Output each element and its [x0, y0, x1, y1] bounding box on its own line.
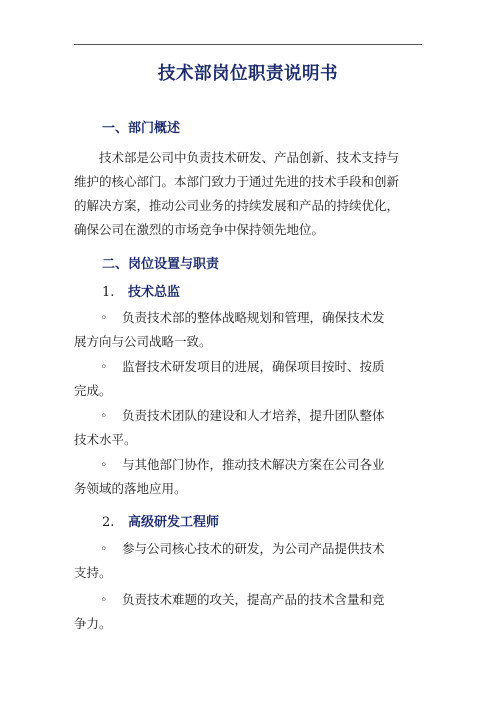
duty-text-continued: 务领域的落地应用。 [74, 481, 187, 496]
role-number: 2. [102, 515, 115, 530]
duty-item [74, 453, 422, 501]
role-name: 技术总监 [128, 285, 181, 300]
duty-text-continued: 支持。 [74, 565, 112, 580]
role-heading-technical-director [102, 284, 180, 302]
duty-text: 监督技术研发项目的进展，确保项目按时、按质 [122, 359, 385, 374]
bullet-icon: ◦ [100, 592, 108, 607]
paragraph-line: 的解决方案，推动公司业务的持续发展和产品的持续优化， [74, 198, 400, 213]
bullet-icon: ◦ [100, 457, 108, 472]
bullet-icon: ◦ [100, 541, 108, 556]
paragraph-line: 确保公司在激烈的市场竞争中保持领先地位。 [74, 222, 325, 237]
role-number: 1. [102, 285, 115, 300]
duty-item [74, 306, 422, 354]
duty-item [74, 537, 422, 585]
header-rule [74, 44, 422, 45]
duty-item [74, 588, 422, 636]
duty-text: 与其他部门协作，推动技术解决方案在公司各业 [122, 457, 385, 472]
duty-item [74, 355, 422, 403]
duty-text: 负责技术难题的攻关，提高产品的技术含量和竞 [122, 592, 385, 607]
overview-paragraph [74, 146, 422, 242]
bullet-icon: ◦ [100, 310, 108, 325]
document-title: 技术部岗位职责说明书 [158, 64, 338, 84]
duty-text-continued: 争力。 [74, 616, 112, 631]
paragraph-line: 维护的核心部门。本部门致力于通过先进的技术手段和创新 [74, 174, 400, 189]
role-name: 高级研发工程师 [128, 515, 220, 530]
bullet-icon: ◦ [100, 359, 108, 374]
duty-item [74, 404, 422, 452]
duty-text-continued: 完成。 [74, 383, 112, 398]
role-heading-senior-rd-engineer [102, 514, 219, 532]
section-heading-overview: 一、部门概述 [102, 121, 181, 136]
bullet-icon: ◦ [100, 408, 108, 423]
paragraph-line: 技术部是公司中负责技术研发、产品创新、技术支持与 [99, 150, 400, 165]
duty-text: 负责技术部的整体战略规划和管理，确保技术发 [122, 310, 385, 325]
section-heading-positions: 二、岗位设置与职责 [102, 257, 220, 272]
duty-text: 参与公司核心技术的研发，为公司产品提供技术 [122, 541, 385, 556]
duty-text-continued: 技术水平。 [74, 432, 137, 447]
duty-text-continued: 展方向与公司战略一致。 [74, 334, 212, 349]
duty-text: 负责技术团队的建设和人才培养，提升团队整体 [122, 408, 385, 423]
